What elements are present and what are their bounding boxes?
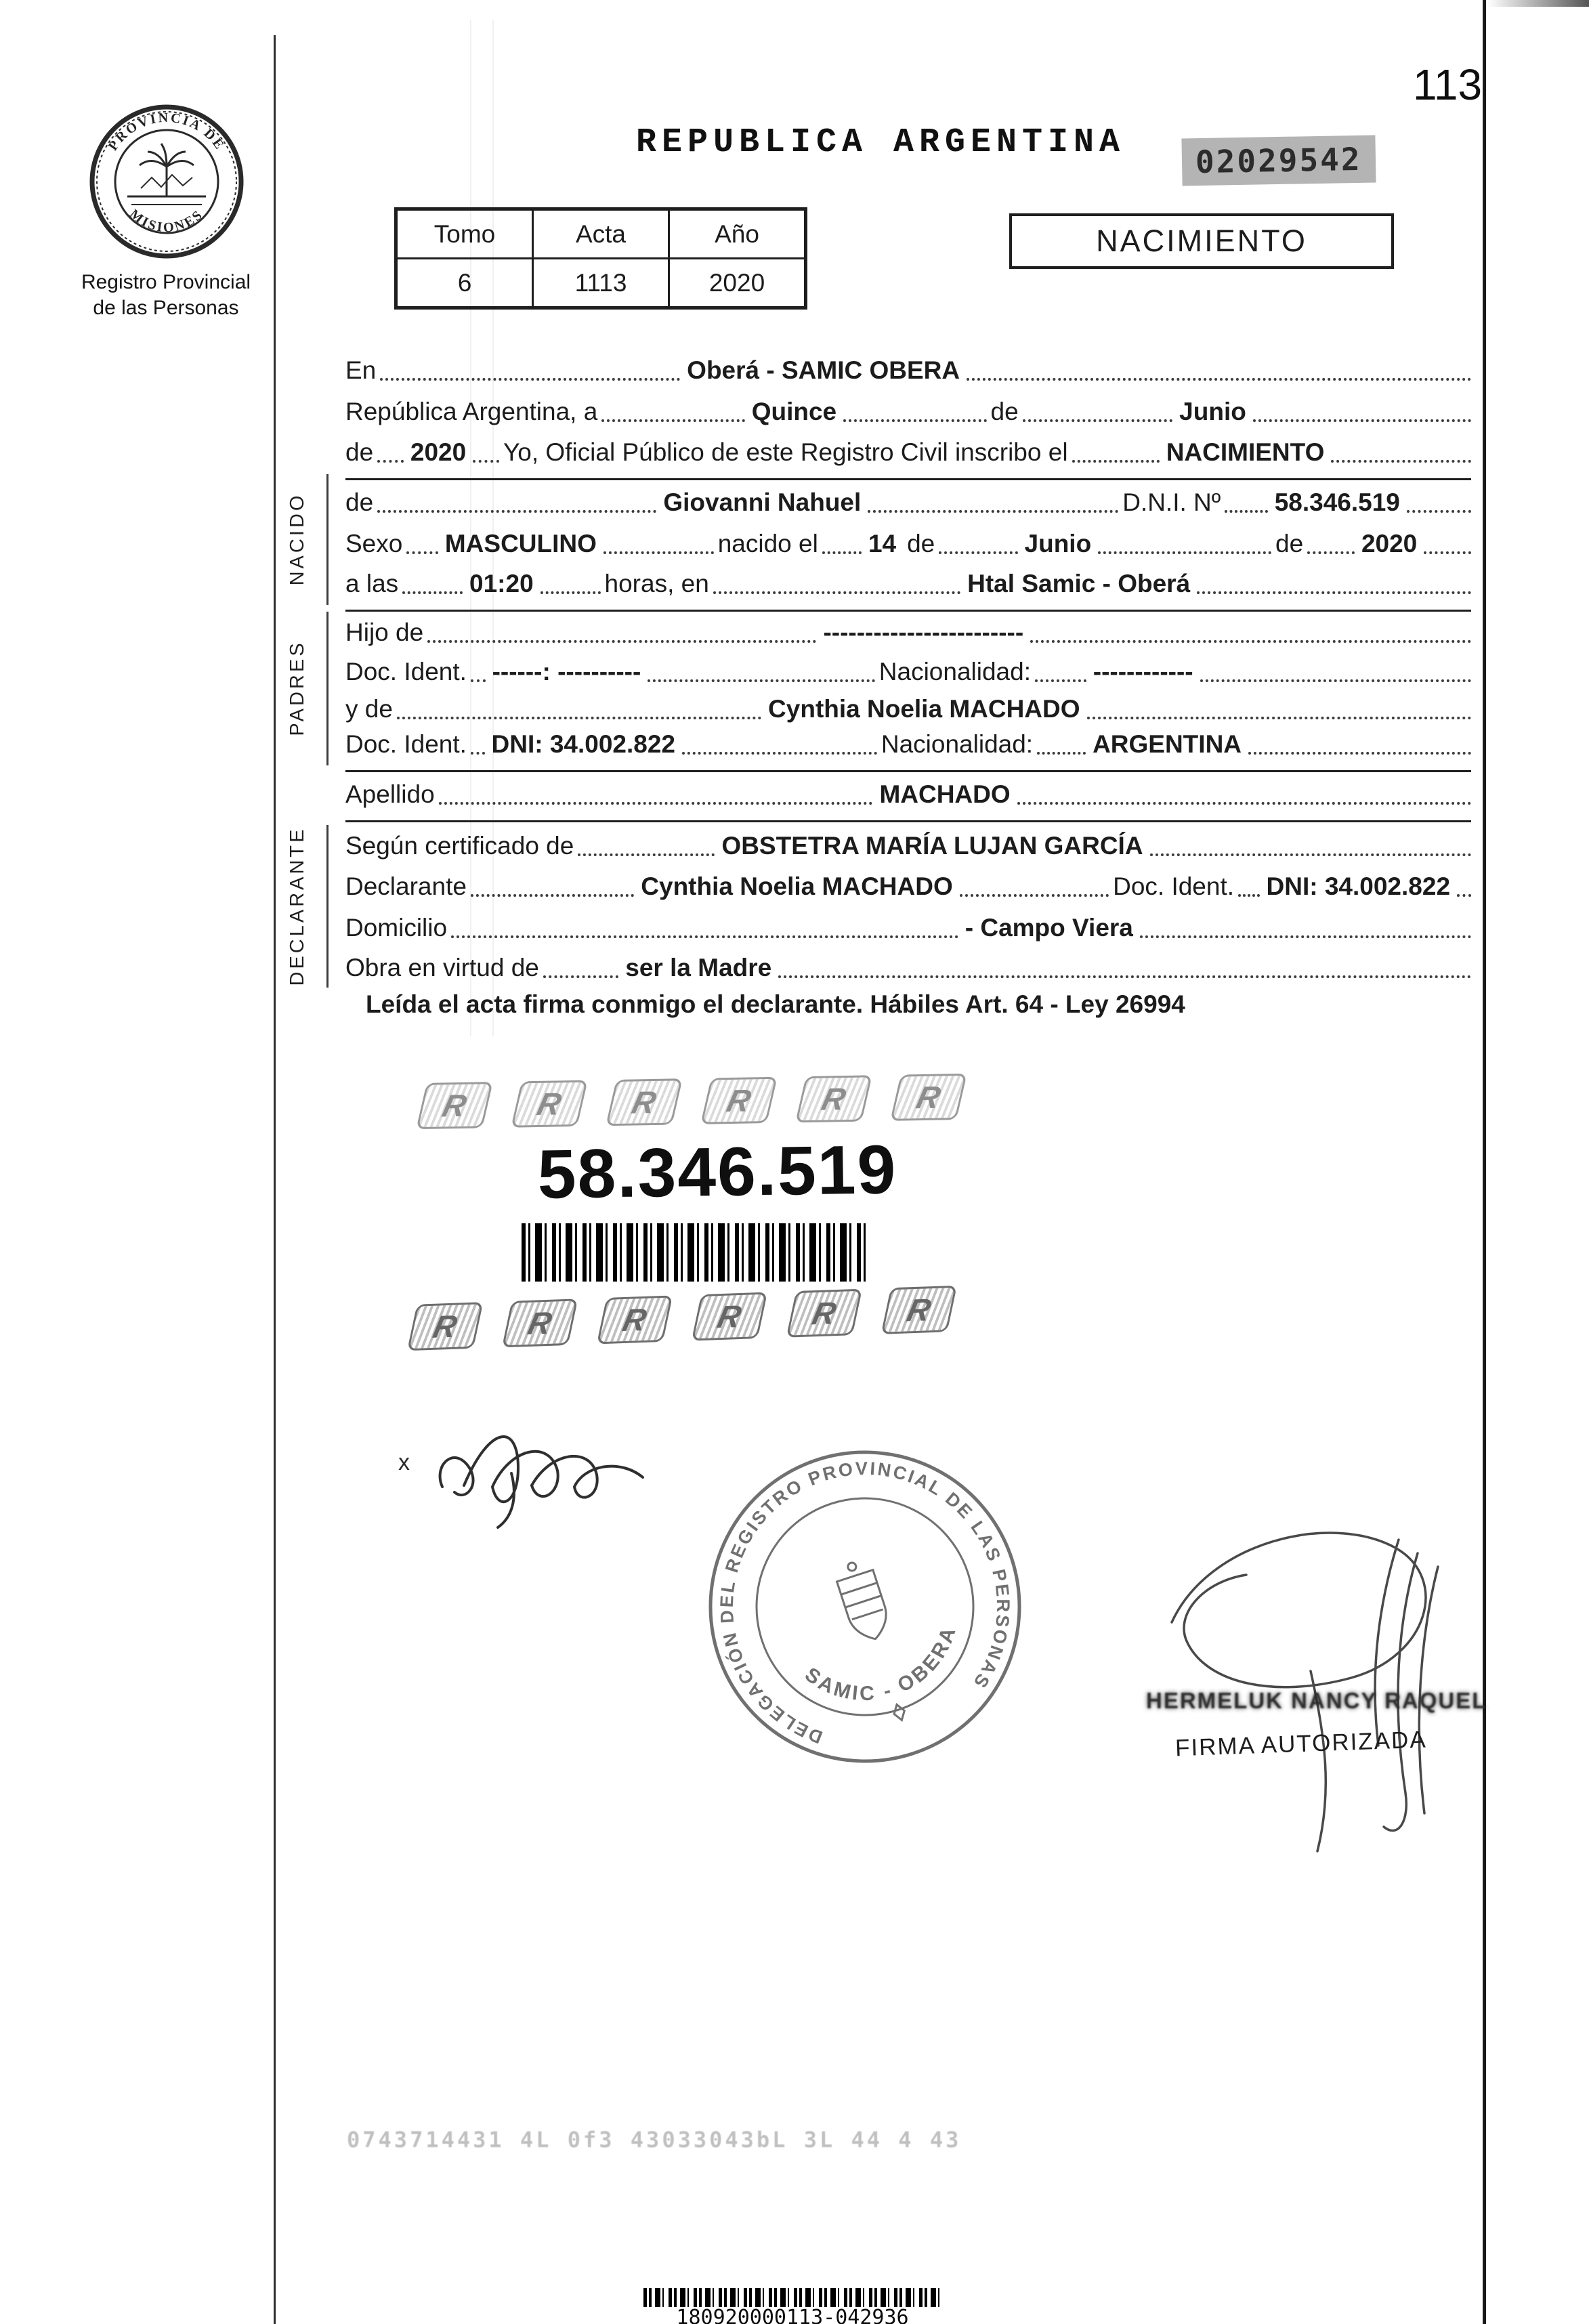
col-header-tomo: Tomo	[396, 209, 533, 259]
watermark-r-stamp	[700, 1077, 778, 1124]
stamp-inner-text: SAMIC - OBERA	[801, 1622, 961, 1706]
field-value-doc-madre: DNI: 34.002.822	[491, 730, 676, 758]
dotted-leader	[471, 679, 486, 682]
field-doc-padre	[345, 654, 1471, 692]
field-value-doc-declarante: DNI: 34.002.822	[1266, 872, 1451, 900]
declarant-signature	[417, 1385, 667, 1538]
field-label: Doc. Ident.	[345, 658, 467, 685]
field-label: Nacionalidad:	[881, 730, 1034, 758]
dotted-leader	[1087, 717, 1471, 719]
field-label: horas, en	[604, 570, 709, 597]
watermark-letter: R	[913, 1079, 944, 1116]
dotted-leader	[543, 975, 618, 978]
field-value-lugar-nac: Htal Samic - Oberá	[967, 570, 1191, 597]
field-label: En	[345, 356, 377, 384]
field-label: Nacionalidad:	[878, 658, 1031, 685]
field-value-domicilio: - Campo Viera	[965, 914, 1133, 942]
watermark-row-top	[421, 1074, 962, 1129]
dotted-leader	[406, 551, 438, 554]
dotted-leader	[473, 460, 499, 463]
field-doc-madre	[345, 726, 1471, 764]
form-body	[345, 0, 1471, 1084]
svg-text:SAMIC - OBERA	[797, 1617, 975, 1727]
dotted-leader	[1023, 419, 1172, 422]
field-label: nacido el	[717, 530, 818, 557]
section-rule-nacido	[326, 474, 329, 605]
watermark-letter: R	[430, 1308, 461, 1345]
dotted-leader	[1331, 460, 1471, 463]
dotted-leader	[380, 378, 680, 381]
section-rule-padres	[326, 612, 329, 765]
field-padre	[345, 614, 1471, 652]
field-value-dia: Quince	[751, 398, 837, 425]
registry-name-line1: Registro Provincial	[81, 271, 251, 293]
field-label: Según certificado de	[345, 832, 574, 860]
field-fecha	[345, 394, 1471, 431]
watermark-r-stamp	[597, 1295, 673, 1344]
dotted-leader	[939, 551, 1017, 554]
watermark-r-stamp	[407, 1302, 484, 1351]
dotted-leader	[868, 510, 1118, 513]
field-value-anio: 2020	[410, 438, 467, 466]
faint-dot-matrix-code: 0743714431 4L 0f3 43033043bL 3L 44 4 43	[347, 2127, 962, 2153]
field-value-declarante: Cynthia Noelia MACHADO	[641, 872, 953, 900]
field-value-padre: ------------------------	[823, 618, 1024, 646]
dotted-leader	[427, 640, 816, 643]
section-label-nacido: NACIDO	[287, 492, 308, 586]
field-declarante	[345, 868, 1471, 906]
section-divider	[345, 770, 1471, 772]
dotted-leader	[1140, 935, 1471, 938]
field-label: de	[1275, 530, 1304, 557]
dotted-leader	[1200, 679, 1471, 682]
closing-statement: Leída el acta firma conmigo el declarante. Hábiles Art. 64 - Ley 26994	[366, 990, 1185, 1018]
stamp-outer-text: DELEGACIÓN DEL REGISTRO PROVINCIAL DE LAS PERSONAS	[716, 1458, 1014, 1748]
field-value-certificado: OBSTETRA MARÍA LUJAN GARCÍA	[721, 832, 1143, 860]
province-seal-icon	[87, 102, 247, 261]
field-label: de	[990, 398, 1019, 425]
dotted-leader	[682, 752, 877, 755]
field-domicilio	[345, 910, 1471, 948]
field-value-hora: 01:20	[469, 570, 534, 597]
dotted-leader	[843, 419, 986, 422]
svg-text:MISIONES	[127, 207, 207, 236]
seal-bottom-text: MISIONES	[127, 206, 207, 236]
watermark-r-stamp	[502, 1298, 578, 1347]
dotted-leader	[1098, 551, 1271, 554]
section-label-declarante: DECLARANTE	[287, 826, 308, 986]
seal-landscape-motif	[127, 144, 206, 205]
watermark-r-stamp	[786, 1289, 863, 1338]
section-divider	[345, 610, 1471, 612]
dotted-leader	[1238, 894, 1259, 897]
scan-corner-shadow	[1487, 0, 1589, 7]
seal-top-text: PROVINCIA DE	[105, 110, 228, 154]
watermark-letter: R	[809, 1294, 840, 1332]
field-inscripcion	[345, 434, 1471, 472]
field-value-anio-nac: 2020	[1361, 530, 1418, 557]
watermark-r-stamp	[511, 1080, 588, 1128]
official-role-label: FIRMA AUTORIZADA	[1174, 1726, 1428, 1762]
watermark-letter: R	[818, 1080, 849, 1117]
field-label: Domicilio	[345, 914, 448, 942]
field-value-nac-madre: ARGENTINA	[1093, 730, 1242, 758]
watermark-r-stamp	[881, 1286, 958, 1334]
field-label: República Argentina, a	[345, 398, 598, 425]
serial-number-stamp: 02029542	[1181, 135, 1376, 186]
dotted-leader	[377, 510, 656, 513]
field-lugar	[345, 352, 1471, 390]
watermark-letter: R	[619, 1301, 650, 1338]
field-value-mes-nac: Junio	[1024, 530, 1092, 557]
dotted-leader	[471, 894, 634, 897]
field-value-tipo: NACIMIENTO	[1166, 438, 1325, 466]
section-divider	[345, 820, 1471, 822]
dotted-leader	[603, 551, 714, 554]
field-value-sexo: MASCULINO	[444, 530, 597, 557]
signature-x-mark: x	[398, 1450, 410, 1475]
dotted-leader	[377, 460, 404, 463]
section-label-padres: PADRES	[287, 640, 308, 736]
watermark-letter: R	[629, 1084, 660, 1120]
watermark-r-stamp	[416, 1082, 493, 1129]
dotted-leader	[578, 853, 715, 856]
col-header-acta: Acta	[533, 209, 669, 259]
dotted-leader	[1197, 591, 1471, 594]
watermark-letter: R	[524, 1305, 555, 1342]
field-label: Obra en virtud de	[345, 954, 539, 981]
watermark-r-stamp	[795, 1075, 872, 1122]
dotted-leader	[451, 935, 958, 938]
field-label: Sexo	[345, 530, 403, 557]
dni-large-number: 58.346.519	[536, 1131, 898, 1213]
dotted-leader	[541, 591, 601, 594]
section-rule-declarante	[326, 825, 329, 988]
watermark-letter: R	[723, 1082, 755, 1119]
dni-barcode	[522, 1223, 870, 1282]
dotted-leader	[778, 975, 1471, 978]
watermark-r-stamp	[890, 1074, 967, 1121]
field-label: de	[907, 530, 935, 557]
scan-edge-right-line	[1483, 0, 1486, 2324]
field-nombre	[345, 484, 1471, 522]
dotted-leader	[967, 378, 1471, 381]
col-header-anio: Año	[669, 209, 806, 259]
field-value-obra: ser la Madre	[625, 954, 772, 981]
field-value-lugar: Oberá - SAMIC OBERA	[687, 356, 960, 384]
dotted-leader	[1035, 679, 1086, 682]
field-value-dia-nac: 14	[868, 530, 897, 557]
watermark-letter: R	[439, 1087, 470, 1124]
field-label: a las	[345, 570, 399, 597]
svg-text:PROVINCIA DE	[106, 110, 228, 154]
dotted-leader	[397, 717, 761, 719]
watermark-r-stamp	[692, 1292, 768, 1341]
field-label: Hijo de	[345, 618, 424, 646]
dotted-leader	[713, 591, 960, 594]
watermark-letter: R	[714, 1298, 745, 1335]
dotted-leader	[1307, 551, 1355, 554]
dotted-leader	[402, 591, 463, 594]
field-obra	[345, 950, 1471, 988]
watermark-letter: R	[904, 1291, 934, 1328]
field-apellido	[345, 776, 1471, 814]
registry-name-line2: de las Personas	[93, 296, 239, 319]
dotted-leader	[1407, 510, 1471, 513]
field-value-madre: Cynthia Noelia MACHADO	[768, 695, 1080, 723]
registry-round-stamp	[660, 1402, 1070, 1812]
dotted-leader	[1248, 752, 1471, 755]
dotted-leader	[1457, 894, 1471, 897]
field-value-doc-padre: ------: ----------	[492, 658, 641, 685]
acta-value: 1113	[533, 259, 669, 308]
official-name: HERMELUK NANCY RAQUEL	[1146, 1688, 1487, 1713]
field-label: Apellido	[345, 780, 435, 808]
field-label: y de	[345, 695, 393, 723]
field-certificado	[345, 828, 1471, 866]
field-label: D.N.I. Nº	[1122, 488, 1221, 516]
field-value-mes: Junio	[1179, 398, 1246, 425]
dotted-leader	[648, 679, 874, 682]
dotted-leader	[1225, 510, 1267, 513]
dotted-leader	[1030, 640, 1471, 643]
field-madre	[345, 691, 1471, 729]
watermark-row-bottom	[411, 1286, 953, 1351]
scan-edge-left-line	[274, 35, 276, 2324]
field-label: Doc. Ident.	[1113, 872, 1235, 900]
watermark-letter: R	[534, 1086, 565, 1122]
field-value-dni: 58.346.519	[1274, 488, 1400, 516]
dotted-leader	[1037, 752, 1086, 755]
tomo-value: 6	[396, 259, 533, 308]
field-value-nombre: Giovanni Nahuel	[663, 488, 862, 516]
section-divider	[345, 478, 1471, 480]
dotted-leader	[822, 551, 862, 554]
dotted-leader	[1150, 853, 1471, 856]
official-signature	[1107, 1500, 1487, 1856]
dotted-leader	[601, 419, 744, 422]
anio-value: 2020	[669, 259, 806, 308]
dotted-leader	[1424, 551, 1471, 554]
page-number: 113	[1413, 60, 1483, 109]
field-label: Declarante	[345, 872, 467, 900]
bottom-barcode	[643, 2288, 941, 2307]
watermark-r-stamp	[606, 1078, 683, 1126]
field-hora-lugar	[345, 566, 1471, 604]
document-title: REPUBLICA ARGENTINA	[635, 123, 1126, 162]
dotted-leader	[471, 752, 485, 755]
bottom-barcode-number: 180920000113-042936	[676, 2306, 909, 2324]
dotted-leader	[1072, 460, 1160, 463]
record-type-box: NACIMIENTO	[1009, 213, 1394, 269]
dotted-leader	[1253, 419, 1471, 422]
field-sexo-nacimiento	[345, 526, 1471, 564]
field-label: Doc. Ident.	[345, 730, 467, 758]
field-label: de	[345, 488, 374, 516]
field-label: Yo, Oficial Público de este Registro Civil inscribo el	[503, 438, 1068, 466]
field-value-nac-padre: ------------	[1093, 658, 1193, 685]
field-value-apellido: MACHADO	[879, 780, 1011, 808]
field-label: de	[345, 438, 374, 466]
dotted-leader	[1017, 802, 1471, 805]
dotted-leader	[960, 894, 1109, 897]
registry-name	[47, 270, 284, 320]
dotted-leader	[439, 802, 873, 805]
